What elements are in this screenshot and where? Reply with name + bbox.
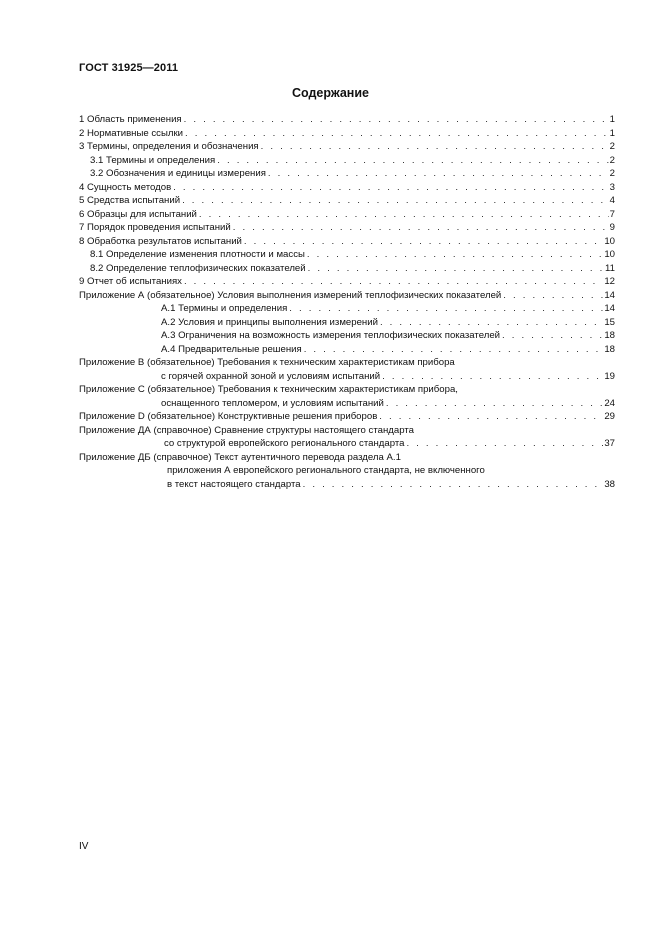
toc-entry-page: 7	[609, 208, 615, 220]
toc-entry-page: 38	[604, 478, 615, 490]
toc-entry-page: 37	[604, 438, 615, 449]
toc-entry-text: приложения А европейского регионального стандарта, не включенного	[167, 465, 485, 476]
toc-entry-text: Приложение В (обязательное) Требования к техническим характеристикам прибора	[79, 357, 455, 368]
toc-entry-page: 29	[604, 411, 615, 422]
toc-leader-dots	[217, 154, 608, 168]
toc-leader-dots	[184, 113, 609, 127]
toc-entry-page: 11	[605, 262, 615, 274]
toc-entry-text: 3.1 Термины и определения	[90, 154, 216, 166]
toc-leader-dots	[233, 221, 609, 235]
toc-entry[interactable]	[79, 221, 615, 235]
toc-entry[interactable]	[79, 154, 615, 168]
toc-entry[interactable]	[79, 167, 615, 181]
toc-entry[interactable]	[79, 302, 615, 316]
table-of-contents	[79, 113, 615, 491]
toc-leader-dots	[304, 343, 604, 357]
toc-leader-dots	[182, 194, 609, 208]
toc-entry-page: 1	[609, 114, 615, 125]
toc-entry-text: 6 Образцы для испытаний	[79, 208, 197, 220]
toc-leader-dots	[382, 370, 603, 384]
toc-entry-text: Приложение А (обязательное) Условия выполнения измерений теплофизических показателей	[79, 289, 502, 301]
toc-entry[interactable]	[79, 478, 615, 492]
toc-entry-page: 19	[604, 370, 615, 382]
toc-leader-dots	[244, 235, 603, 249]
toc-entry-page: 4	[609, 195, 615, 206]
toc-entry-text: Приложение D (обязательное) Конструктивные решения приборов	[79, 411, 378, 422]
toc-entry[interactable]	[79, 262, 615, 276]
toc-entry-page: 9	[609, 222, 615, 233]
toc-entry-page: 12	[604, 276, 615, 287]
toc-entry[interactable]	[79, 208, 615, 222]
document-id: ГОСТ 31925—2011	[79, 62, 179, 74]
toc-entry[interactable]	[79, 181, 615, 195]
toc-leader-dots	[289, 302, 603, 316]
toc-leader-dots	[502, 329, 603, 343]
toc-entry[interactable]	[79, 235, 615, 249]
toc-entry-text: со структурой европейского регионального стандарта	[164, 438, 405, 449]
toc-entry[interactable]	[79, 113, 615, 127]
toc-entry-page: 10	[604, 235, 615, 247]
toc-entry[interactable]	[79, 397, 615, 411]
toc-entry[interactable]	[79, 343, 615, 357]
toc-entry-text: 3.2 Обозначения и единицы измерения	[90, 168, 266, 179]
toc-entry-page: 15	[604, 316, 615, 328]
toc-leader-dots	[261, 140, 609, 154]
toc-entry-page: 18	[604, 343, 615, 355]
toc-entry[interactable]	[79, 275, 615, 289]
toc-leader-dots	[406, 437, 603, 451]
toc-entry[interactable]	[79, 370, 615, 384]
toc-entry-page: 10	[604, 249, 615, 260]
toc-entry-page: 14	[604, 303, 615, 314]
toc-entry-text: 3 Термины, определения и обозначения	[79, 141, 259, 152]
toc-entry[interactable]	[79, 356, 615, 370]
toc-title: Содержание	[291, 86, 369, 100]
toc-entry-page: 18	[604, 330, 615, 341]
toc-entry-text: в текст настоящего стандарта	[167, 478, 301, 490]
toc-leader-dots	[185, 127, 609, 141]
toc-entry[interactable]	[79, 248, 615, 262]
toc-entry-text: 8.2 Определение теплофизических показателей	[90, 262, 306, 274]
toc-entry-text: Приложение ДА (справочное) Сравнение структуры настоящего стандарта	[79, 424, 414, 436]
toc-entry-text: оснащенного тепломером, и условиям испытаний	[161, 397, 384, 409]
toc-entry-text: 8 Обработка результатов испытаний	[79, 235, 242, 247]
toc-entry[interactable]	[79, 127, 615, 141]
toc-entry-page: 2	[609, 154, 615, 166]
toc-leader-dots	[379, 410, 603, 424]
toc-entry-text: 4 Сущность методов	[79, 181, 172, 193]
toc-leader-dots	[303, 478, 604, 492]
toc-leader-dots	[184, 275, 603, 289]
toc-entry-text: Приложение С (обязательное) Требования к техническим характеристикам прибора,	[79, 384, 458, 395]
toc-entry-page: 1	[609, 127, 615, 139]
toc-entry-text: 7 Порядок проведения испытаний	[79, 222, 231, 233]
toc-entry[interactable]	[79, 424, 615, 438]
page-number: IV	[79, 841, 89, 852]
toc-entry-page: 2	[609, 168, 615, 179]
toc-entry[interactable]	[79, 437, 615, 451]
toc-entry-page: 14	[604, 289, 615, 301]
toc-entry[interactable]	[79, 410, 615, 424]
toc-leader-dots	[386, 397, 603, 411]
toc-entry-text: с горячей охранной зоной и условиям испытаний	[161, 370, 381, 382]
toc-entry[interactable]	[79, 383, 615, 397]
toc-entry-text: А.4 Предварительные решения	[161, 343, 302, 355]
toc-entry-text: 1 Область применения	[79, 114, 182, 125]
toc-leader-dots	[308, 262, 604, 276]
toc-entry-text: 8.1 Определение изменения плотности и массы	[90, 249, 305, 260]
toc-entry[interactable]	[79, 464, 615, 478]
toc-entry-text: А.2 Условия и принципы выполнения измерений	[161, 316, 378, 328]
toc-entry-text: А.3 Ограничения на возможность измерения теплофизических показателей	[161, 330, 501, 341]
toc-entry-page: 24	[604, 397, 615, 409]
toc-leader-dots	[268, 167, 609, 181]
toc-entry-text: 9 Отчет об испытаниях	[79, 276, 182, 287]
toc-entry[interactable]	[79, 194, 615, 208]
toc-entry-text: А.1 Термины и определения	[161, 303, 288, 314]
toc-leader-dots	[307, 248, 603, 262]
toc-leader-dots	[173, 181, 608, 195]
toc-leader-dots	[380, 316, 603, 330]
toc-entry[interactable]	[79, 329, 615, 343]
toc-entry-page: 3	[609, 181, 615, 193]
toc-entry[interactable]	[79, 289, 615, 303]
toc-entry-text: 5 Средства испытаний	[79, 195, 181, 206]
toc-leader-dots	[503, 289, 603, 303]
toc-entry[interactable]	[79, 451, 615, 465]
toc-entry-text: Приложение ДБ (справочное) Текст аутентичного перевода раздела А.1	[79, 451, 401, 463]
toc-entry-text: 2 Нормативные ссылки	[79, 127, 184, 139]
toc-entry[interactable]	[79, 316, 615, 330]
toc-entry[interactable]	[79, 140, 615, 154]
toc-entry-page: 2	[609, 141, 615, 152]
toc-leader-dots	[199, 208, 609, 222]
